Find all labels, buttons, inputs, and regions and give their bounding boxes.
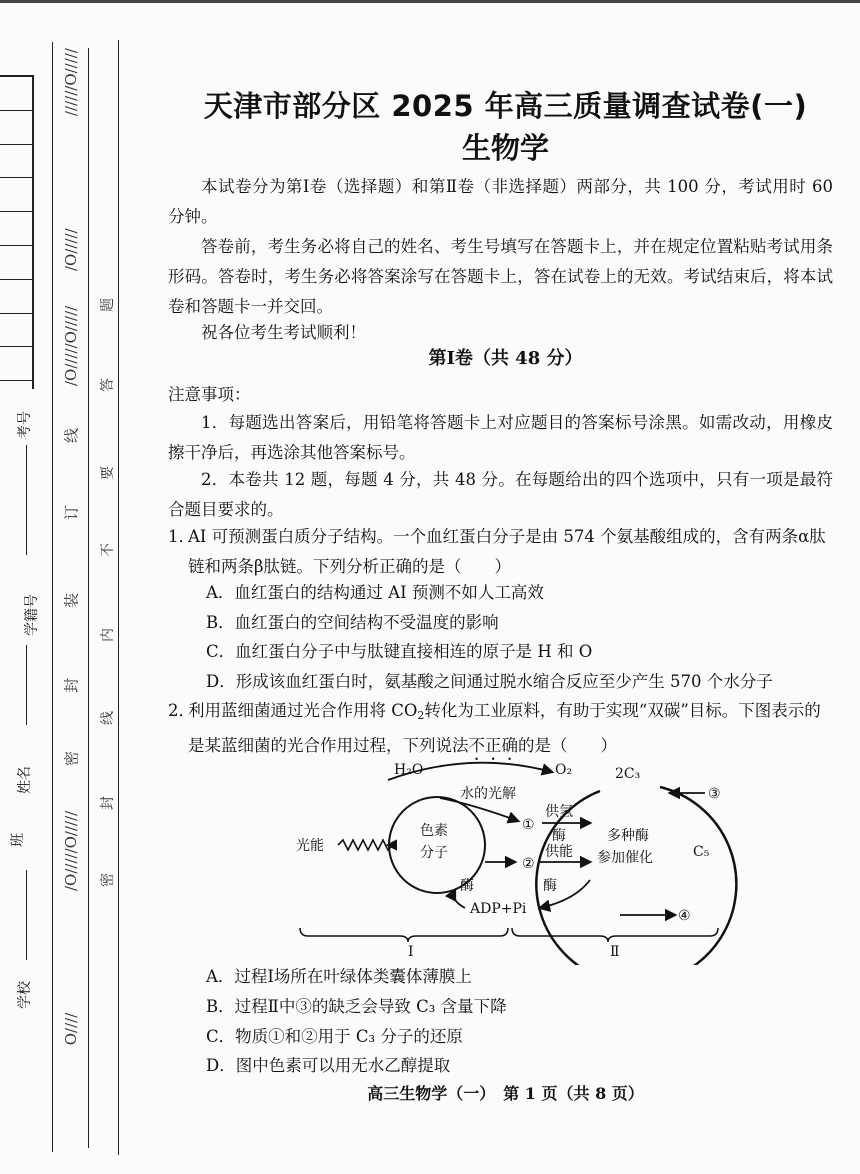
note-char: 不 <box>100 543 116 557</box>
light-wave <box>338 840 393 850</box>
option-c: C．物质①和②用于 C₃ 分子的还原 <box>206 1027 463 1046</box>
note-char: 密 <box>100 873 116 887</box>
name-label: 姓名 <box>17 766 33 794</box>
option-a: A．血红蛋白的结构通过 AI 预测不如人工高效 <box>206 583 544 602</box>
note-char: 题 <box>100 298 116 312</box>
binding-margin <box>0 0 125 1174</box>
margin-line-left <box>52 42 53 1152</box>
photosynthesis-diagram <box>290 750 750 965</box>
seal-dashes: /O/////O///// <box>62 305 80 386</box>
intro-paragraph-1: 本试卷分为第Ⅰ卷（选择题）和第Ⅱ卷（非选择题）两部分，共 100 分，考试用时 60 分钟。 <box>168 177 833 226</box>
page-footer: 高三生物学（一） 第 1 页（共 8 页） <box>367 1084 644 1103</box>
label-enzyme-left: 酶 <box>460 878 474 894</box>
exam-no-field[interactable] <box>0 400 45 560</box>
notice-label: 注意事项： <box>168 385 251 404</box>
notice-item-2: 2．本卷共 12 题，每题 4 分，共 48 分。在每题给出的四个选项中，只有一项是最符合题目要求的。 <box>168 470 833 519</box>
question-1 <box>168 522 833 582</box>
label-adp: ADP+Pi <box>470 901 527 917</box>
intro-paragraph-2: 答卷前，考生务必将自己的姓名、考生号填写在答题卡上，并在规定位置粘贴考试用条形码。答卷时，考生务必将答案涂写在答题卡上，答在试卷上的无效。考试结束后，将本试卷和答题卡一并交回。 <box>168 237 833 316</box>
emphasis-not-correct: 不正确 <box>468 736 518 755</box>
question-number: 1． <box>168 527 195 546</box>
student-id-label: 学籍号 <box>24 594 40 636</box>
question-stem: AI 可预测蛋白质分子结构。一个血红蛋白分子是由 574 个氨基酸组成的，含有两条α肽链和两条β肽链。下列分析正确的是（ ） <box>188 527 826 576</box>
label-stage-1: Ⅰ <box>408 944 414 960</box>
margin-line-right <box>118 40 119 1155</box>
label-pigment-2: 分子 <box>420 845 448 861</box>
student-id-field[interactable] <box>0 560 45 730</box>
option-c: C．血红蛋白分子中与肽键直接相连的原子是 H 和 O <box>206 642 593 661</box>
note-char: 答 <box>100 378 116 392</box>
option-b: B．过程Ⅱ中③的缺乏会导致 C₃ 含量下降 <box>206 997 507 1016</box>
label-enzymes-2: 参加催化 <box>597 850 653 866</box>
school-label: 学校 <box>17 981 33 1009</box>
question-number: 2． <box>168 701 195 720</box>
note-char: 封 <box>100 796 116 810</box>
label-pigment-1: 色素 <box>420 823 448 839</box>
seat-number-grid <box>0 75 34 389</box>
subject-title: 生物学 <box>461 131 549 165</box>
seal-word-ding: 订 <box>62 505 81 521</box>
marker-2: ② <box>522 856 535 872</box>
marker-1: ① <box>522 817 535 833</box>
label-c5: C₅ <box>693 844 710 860</box>
notice-item-1: 1．每题选出答案后，用铅笔将答题卡上对应题目的答案标号涂黑。如需改动，用橡皮擦干净后，再选涂其他答案标号。 <box>168 413 833 462</box>
top-border <box>0 0 860 3</box>
note-char: 要 <box>100 466 116 480</box>
option-d: D．形成该血红蛋白时，氨基酸之间通过脱水缩合反应至少产生 570 个水分子 <box>206 672 773 691</box>
brace-stage-1 <box>300 928 508 942</box>
seal-dashes: O//// <box>62 1012 80 1046</box>
seal-dashes: /O/////O///// <box>62 810 80 891</box>
intro-paragraph-3: 祝各位考生考试顺利！ <box>201 323 366 342</box>
seal-word-zhuang: 装 <box>62 593 81 609</box>
margin-line-mid <box>88 48 89 1148</box>
note-char: 线 <box>100 711 116 725</box>
option-d: D．图中色素可以用无水乙醇提取 <box>206 1056 451 1075</box>
seal-line-column <box>54 48 88 1120</box>
label-h2o: H₂O <box>394 762 424 778</box>
option-a: A．过程Ⅰ场所在叶绿体类囊体薄膜上 <box>206 967 472 986</box>
label-photolysis: 水的光解 <box>460 786 516 802</box>
seal-dashes: /O///// <box>62 228 80 271</box>
label-enzyme-right: 酶 <box>543 878 557 894</box>
label-stage-2: Ⅱ <box>610 944 620 960</box>
note-char: 内 <box>100 628 116 642</box>
brace-stage-2 <box>512 928 718 942</box>
label-2c3: 2C₃ <box>615 766 641 782</box>
option-b: B．血红蛋白的空间结构不受温度的影响 <box>206 613 499 632</box>
marker-3: ③ <box>708 786 721 802</box>
seal-word-feng: 封 <box>62 678 81 694</box>
label-h-supply: 供氢 <box>545 804 573 820</box>
school-field[interactable] <box>0 965 45 1045</box>
marker-4: ④ <box>678 908 691 924</box>
question-stem: 利用蓝细菌通过光合作用将 CO2转化为工业原料，有助于实现“双碳”目标。下图表示的是某蓝细菌的光合作用过程，下列说法不正确的是（ ） <box>188 701 821 755</box>
class-field[interactable] <box>0 820 45 960</box>
diagram-svg <box>290 750 750 965</box>
label-energy-supply: 供能 <box>545 844 573 860</box>
section-title: 第Ⅰ卷（共 48 分） <box>428 348 583 369</box>
seal-word-xian: 线 <box>62 428 81 444</box>
class-label: 班 <box>10 833 26 847</box>
seal-word-mi: 密 <box>62 751 81 767</box>
exam-no-label: 考号 <box>17 411 33 439</box>
label-o2: O₂ <box>555 762 573 778</box>
label-light: 光能 <box>296 838 324 854</box>
exam-title: 天津市部分区 2025 年高三质量调查试卷(一) <box>203 89 808 123</box>
label-enzyme-top: 酶 <box>552 828 566 844</box>
label-enzymes-1: 多种酶 <box>607 828 649 844</box>
seal-dashes: //////O///// <box>62 48 80 116</box>
